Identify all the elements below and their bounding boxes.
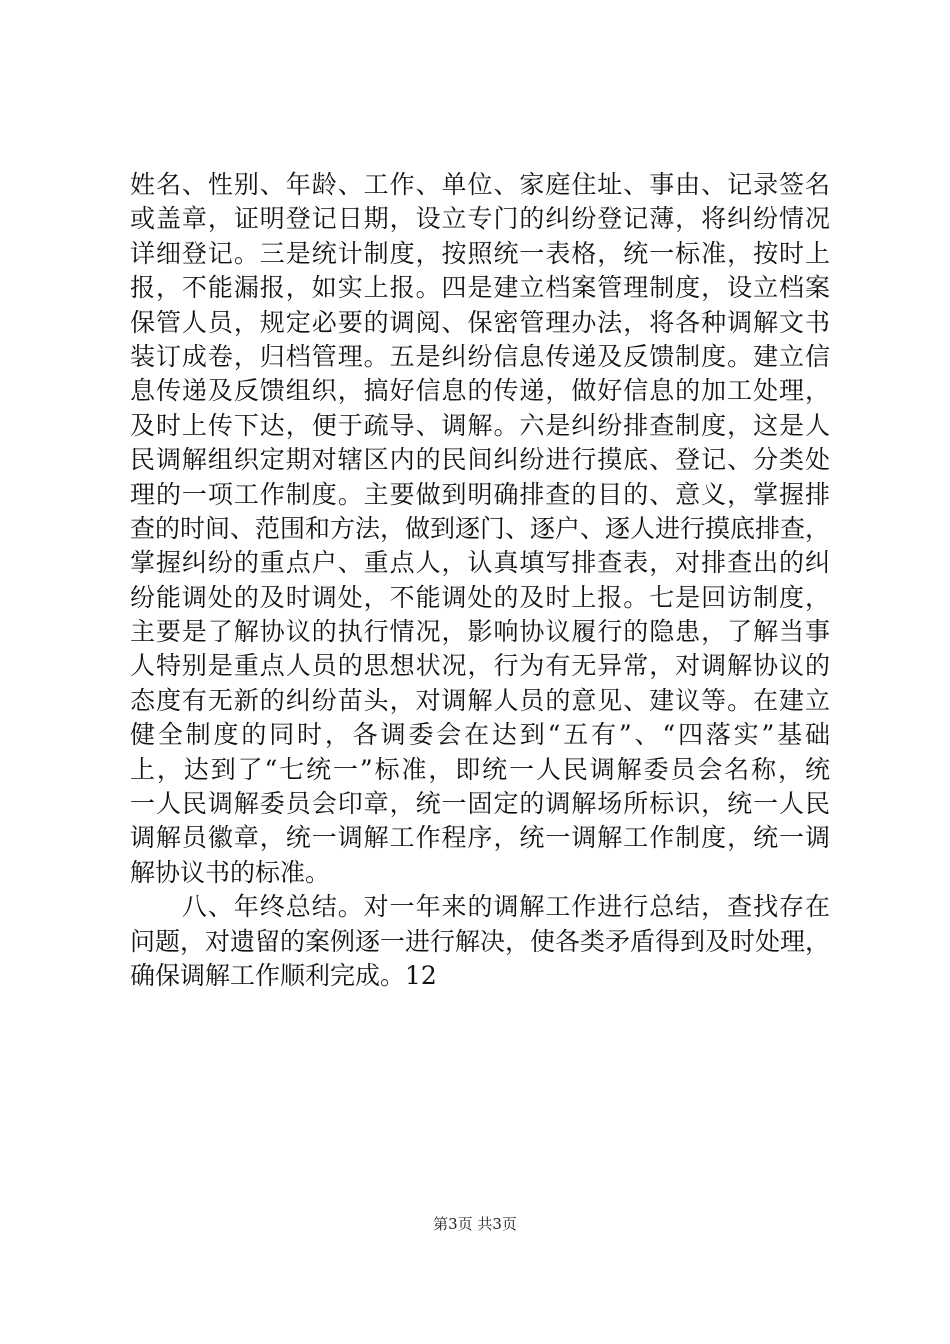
text-line: 及时上传下达，便于疏导、调解。六是纠纷排查制度，这是人 [130, 410, 830, 440]
text-line: 掌握纠纷的重点户、重点人，认真填写排查表，对排查出的纠 [130, 548, 830, 578]
body-text [130, 168, 830, 993]
text-line: 姓名、性别、年龄、工作、单位、家庭住址、事由、记录签名 [130, 170, 830, 199]
text-line: 纷能调处的及时调处，不能调处的及时上报。七是回访制度， [130, 582, 830, 612]
page-number: 第3页 共3页 [433, 1215, 517, 1233]
text-line: 装订成卷，归档管理。五是纠纷信息传递及反馈制度。建立信 [130, 341, 830, 371]
text-line: 民调解组织定期对辖区内的民间纠纷进行摸底、登记、分类处 [130, 445, 830, 475]
page-footer [0, 1214, 950, 1234]
text-line: 态度有无新的纠纷苗头，对调解人员的意见、建议等。在建立 [130, 685, 830, 715]
text-line: 健全制度的同时，各调委会在达到“五有”、“四落实”基础 [130, 720, 830, 750]
text-line: 确保调解工作顺利完成。12 [130, 960, 437, 990]
text-line: 人特别是重点人员的思想状况，行为有无异常，对调解协议的 [130, 651, 830, 681]
text-line: 理的一项工作制度。主要做到明确排查的目的、意义，掌握排 [130, 479, 830, 509]
text-line: 报，不能漏报，如实上报。四是建立档案管理制度，设立档案 [130, 273, 830, 303]
text-line: 解协议书的标准。 [130, 857, 331, 887]
text-line: 详细登记。三是统计制度，按照统一表格，统一标准，按时上 [130, 238, 830, 268]
text-line: 八、年终总结。对一年来的调解工作进行总结，查找存在 [130, 892, 830, 922]
text-line: 或盖章，证明登记日期，设立专门的纠纷登记薄，将纠纷情况 [130, 204, 830, 234]
text-line: 调解员徽章，统一调解工作程序，统一调解工作制度，统一调 [130, 823, 830, 853]
text-line: 问题，对遗留的案例逐一进行解决，使各类矛盾得到及时处理， [130, 926, 831, 956]
text-line: 保管人员，规定必要的调阅、保密管理办法，将各种调解文书 [130, 307, 830, 337]
text-line: 查的时间、范围和方法，做到逐门、逐户、逐人进行摸底排查， [130, 513, 831, 543]
text-line: 一人民调解委员会印章，统一固定的调解场所标识，统一人民 [130, 789, 830, 819]
text-line: 主要是了解协议的执行情况，影响协议履行的隐患，了解当事 [130, 617, 830, 647]
text-line: 上，达到了“七统一”标准，即统一人民调解委员会名称，统 [130, 754, 830, 784]
text-line: 息传递及反馈组织，搞好信息的传递，做好信息的加工处理， [130, 376, 830, 406]
